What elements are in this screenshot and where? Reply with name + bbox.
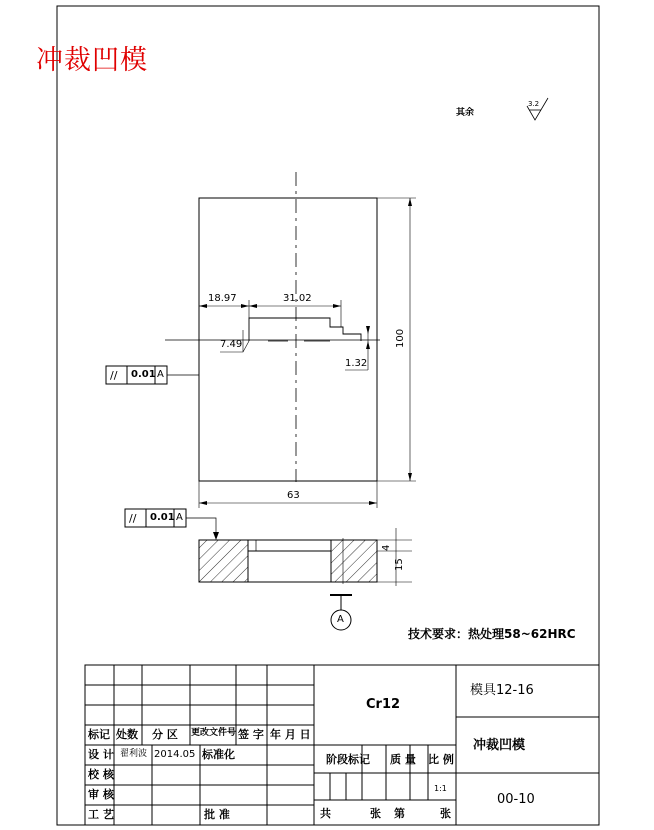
slot-outline xyxy=(249,318,361,341)
process-label: 工 艺 xyxy=(88,808,114,821)
drawing-frame xyxy=(57,6,599,825)
dim-15: 15 xyxy=(394,558,405,571)
sheet-no-label: 第 xyxy=(394,807,405,820)
weight-label: 质 量 xyxy=(390,753,416,766)
section-view xyxy=(199,528,412,586)
review-label: 审 核 xyxy=(88,788,114,801)
tech-requirement: 技术要求：热处理58~62HRC xyxy=(408,627,576,641)
datum-label: A xyxy=(337,614,344,625)
tolerance-bottom-datum: A xyxy=(176,512,183,523)
drawing-number: 00-10 xyxy=(497,792,535,807)
hdr-sign: 签 字 xyxy=(238,728,264,741)
total-label: 共 xyxy=(320,807,331,820)
tolerance-bottom-value: 0.01 xyxy=(150,512,175,523)
design-label: 设 计 xyxy=(88,748,114,761)
dimension-arrows xyxy=(199,198,412,505)
standard-label: 标准化 xyxy=(202,748,235,761)
tolerance-top-value: 0.01 xyxy=(131,369,156,380)
drawing-heading: 冲裁凹模 xyxy=(36,45,148,76)
hdr-doc: 更改文件号 xyxy=(191,728,237,738)
tolerance-top-symbol: // xyxy=(110,369,118,382)
approve-label: 批 准 xyxy=(204,808,230,821)
stage-label: 阶段标记 xyxy=(326,753,370,766)
dim-1-32: 1.32 xyxy=(345,358,368,369)
tolerance-top-datum: A xyxy=(157,369,164,380)
mold-label: 模具12-16 xyxy=(470,683,534,698)
plan-view xyxy=(165,172,416,508)
tolerance-bottom-symbol: // xyxy=(129,512,137,525)
dim-7-49: 7.49 xyxy=(220,339,243,350)
dim-4: 4 xyxy=(381,544,392,551)
sheet-label: 张 xyxy=(440,807,451,820)
sheets-label: 张 xyxy=(370,807,381,820)
dim-18-97: 18.97 xyxy=(208,293,237,304)
dim-31-02: 31.02 xyxy=(283,293,312,304)
scale-value: 1:1 xyxy=(434,784,447,793)
hdr-zone: 分 区 xyxy=(152,728,178,741)
check-label: 校 核 xyxy=(88,768,114,781)
design-date: 2014.05 xyxy=(154,749,196,760)
roughness-value: 3.2 xyxy=(528,100,540,108)
designer-name: 翟利波 xyxy=(120,749,148,759)
dim-63: 63 xyxy=(287,490,300,501)
hdr-mark: 标记 xyxy=(88,728,110,741)
hdr-count: 处数 xyxy=(116,728,138,741)
dim-100: 100 xyxy=(395,328,406,348)
hdr-date: 年 月 日 xyxy=(270,728,311,741)
roughness-label: 其余 xyxy=(456,108,475,118)
part-name: 冲裁凹模 xyxy=(473,738,526,753)
ratio-label: 比 例 xyxy=(428,753,454,766)
material: Cr12 xyxy=(366,697,401,712)
